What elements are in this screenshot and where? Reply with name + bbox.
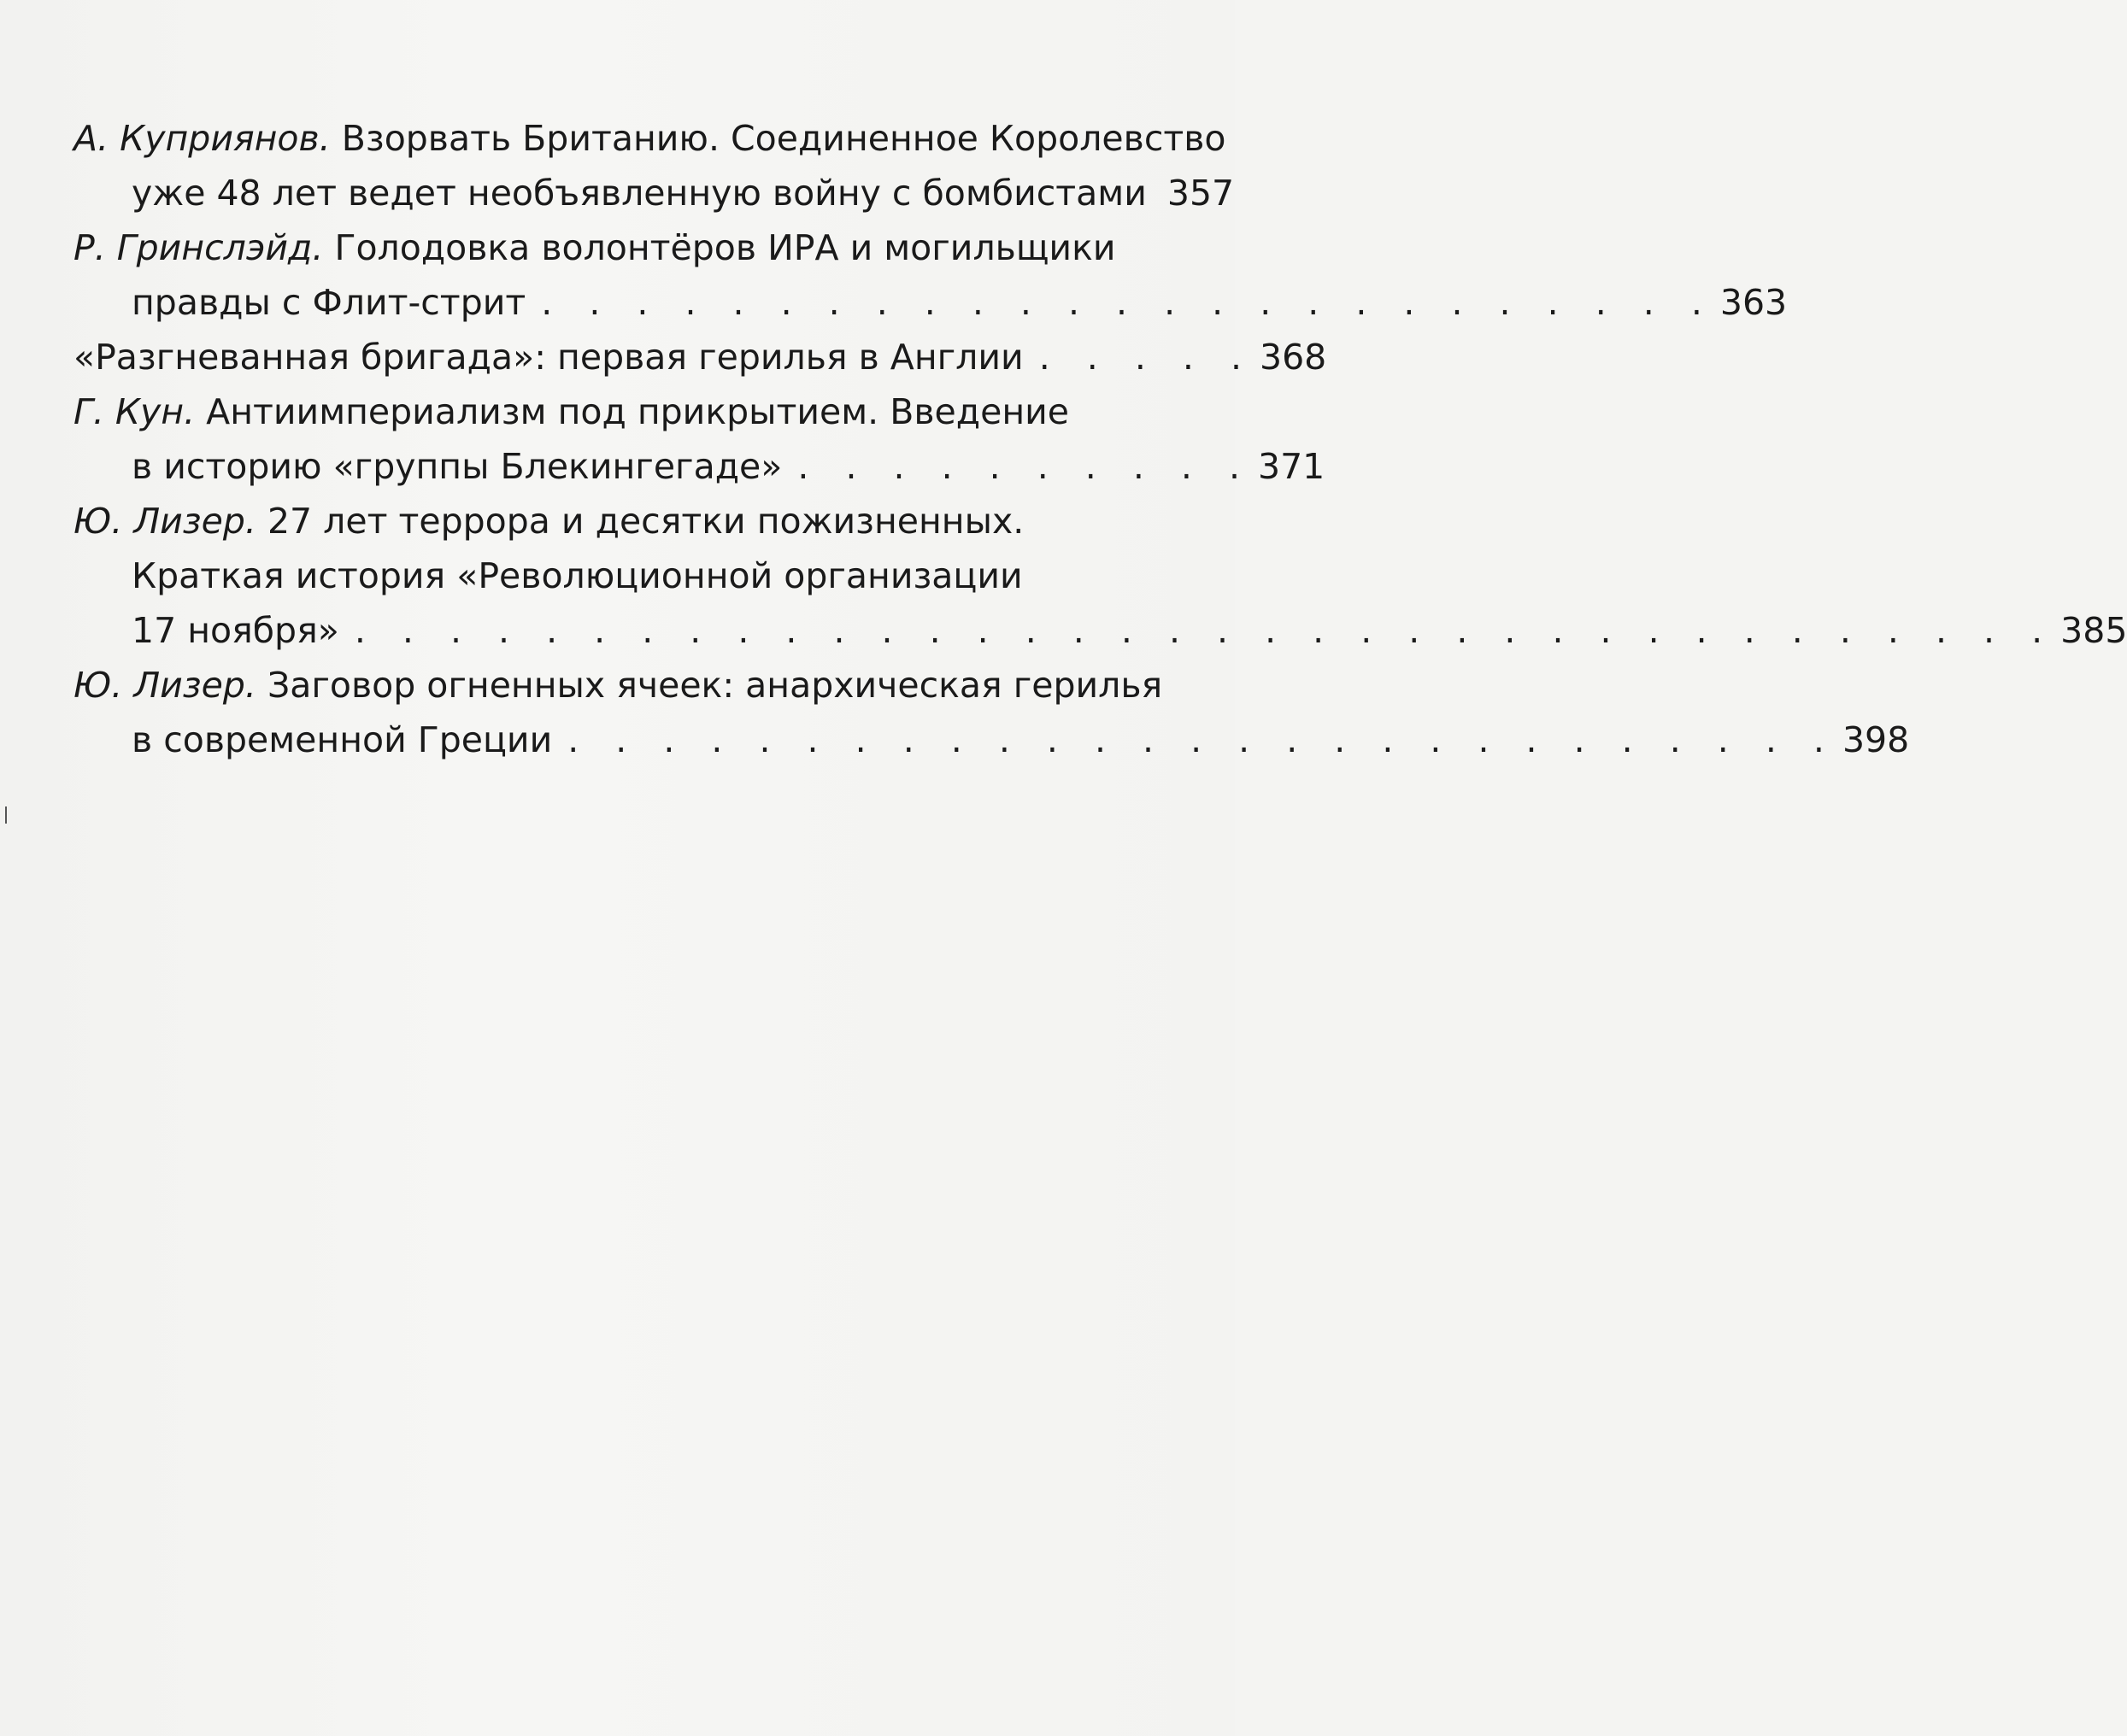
toc-entry-5-line-1	[73, 494, 1202, 548]
toc-entry-5-line-2	[73, 548, 1202, 603]
margin-mark	[5, 806, 7, 824]
toc-entry-2-title-line-1: Голодовка волонтёров ИРА и могильщики	[334, 227, 1116, 268]
toc-entry-5-title-line-1: 27 лет террора и десятки пожизненных.	[267, 501, 1025, 542]
toc-entry-6-line-1	[73, 658, 1202, 713]
toc-entry-1-page[interactable]: 357	[1166, 173, 1235, 214]
toc-entry-1-title-line-1: Взорвать Британию. Соединенное Королевство	[341, 118, 1226, 159]
toc-entry-2-page[interactable]: 363	[1719, 282, 1788, 323]
toc-entry-5-line-3	[73, 603, 2127, 658]
toc-entry-4-page[interactable]: 371	[1258, 446, 1325, 487]
toc-entry-2-line-1	[73, 220, 1202, 275]
table-of-contents	[73, 111, 2127, 767]
toc-entry-5-author: Ю. Лизер.	[73, 501, 256, 542]
toc-entry-4-title-line-1: Антиимпериализм под прикрытием. Введение	[206, 391, 1069, 432]
toc-entry-5-page[interactable]: 385	[2060, 610, 2127, 651]
toc-entry-1-title-line-2: уже 48 лет ведет необъявленную войну с бомбистами	[132, 173, 1147, 214]
toc-entry-6-leader: . . . . . . . . . . . . . . . . . . . . . . . . . . .	[567, 719, 1837, 760]
toc-entry-3-page[interactable]: 368	[1259, 337, 1327, 378]
toc-entry-4-title-line-2: в историю «группы Блекингегаде»	[132, 446, 783, 487]
toc-entry-4-leader: . . . . . . . . . .	[797, 446, 1253, 487]
toc-entry-2-leader: . . . . . . . . . . . . . . . . . . . . . . . . .	[541, 282, 1715, 323]
toc-entry-1-author: А. Куприянов.	[73, 118, 331, 159]
toc-entry-6-author: Ю. Лизер.	[73, 665, 256, 706]
toc-entry-2-title-line-2: правды с Флит-стрит	[132, 282, 526, 323]
toc-entry-4-line-2	[73, 439, 1325, 494]
toc-entry-5-leader: . . . . . . . . . . . . . . . . . . . . . . . . . . . . . . . . . . . .	[354, 610, 2056, 651]
toc-entry-5-title-line-2: Краткая история «Революционной организации	[132, 555, 1023, 596]
toc-entry-3-line-1	[73, 330, 1327, 384]
toc-entry-3-leader: . . . . .	[1038, 337, 1254, 378]
toc-entry-4-line-1	[73, 384, 1202, 439]
toc-entry-5-title-line-3: 17 ноября»	[132, 610, 339, 651]
toc-entry-6-title-line-2: в современной Греции	[132, 719, 553, 760]
toc-entry-4-author: Г. Кун.	[73, 391, 196, 432]
toc-entry-6-page[interactable]: 398	[1842, 719, 1910, 760]
toc-entry-2-author: Р. Гринслэйд.	[73, 227, 324, 268]
toc-entry-6-title-line-1: Заговор огненных ячеек: анархическая герилья	[267, 665, 1163, 706]
toc-entry-1-line-2	[73, 166, 1235, 220]
toc-entry-1-line-1	[73, 111, 1226, 166]
toc-entry-2-line-2	[73, 275, 1788, 330]
toc-entry-3-title-line-1: «Разгневанная бригада»: первая герилья в Англии	[73, 337, 1024, 378]
toc-entry-6-line-2	[73, 713, 1910, 767]
